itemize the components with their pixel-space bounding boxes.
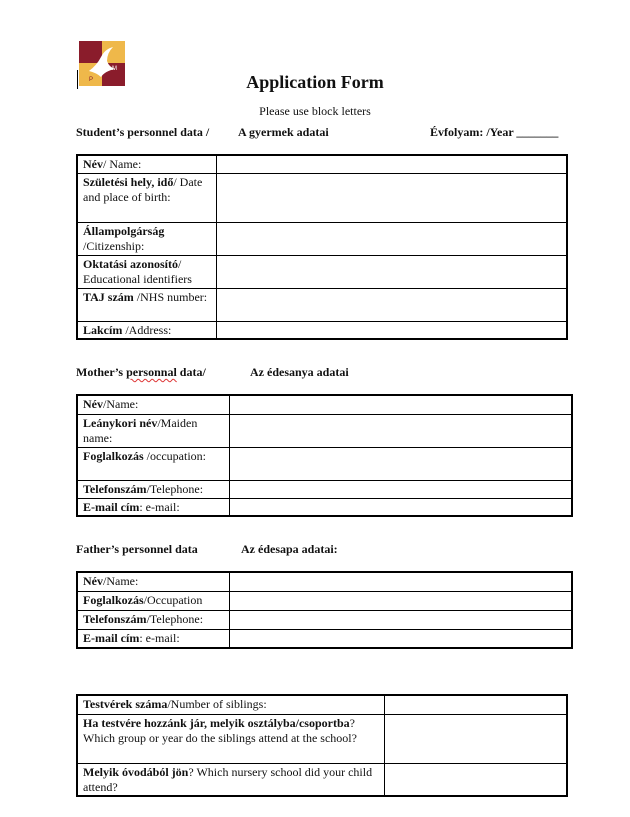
table-row xyxy=(77,321,567,339)
father-label-occupation: Foglalkozás/Occupation xyxy=(77,591,229,610)
table-row xyxy=(77,763,567,796)
mother-label-occupation: Foglalkozás /occupation: xyxy=(77,447,229,480)
father-heading-en: Father’s personnel data xyxy=(76,542,198,556)
table-row xyxy=(77,610,572,629)
student-label-education-id: Oktatási azonosító/ Educational identifiers xyxy=(77,255,216,288)
father-table xyxy=(76,571,573,649)
student-heading-en: Student’s personnel data / xyxy=(76,125,210,139)
father-label-telephone: Telefonszám/Telephone: xyxy=(77,610,229,629)
student-taj-input[interactable] xyxy=(216,288,567,321)
table-row xyxy=(77,155,567,173)
mother-label-maiden-name: Leánykori név/Maiden name: xyxy=(77,414,229,447)
table-row xyxy=(77,572,572,591)
student-label-name: Név/ Name: xyxy=(77,155,216,173)
father-email-input[interactable] xyxy=(229,629,572,648)
year-field[interactable]: Évfolyam: /Year _______ xyxy=(430,125,559,139)
father-heading-hu: Az édesapa adatai: xyxy=(241,542,338,556)
logo-letter-m: M xyxy=(112,66,117,72)
mother-heading-en: Mother’s personnal data/ xyxy=(76,365,206,379)
student-birth-input[interactable] xyxy=(216,173,567,222)
siblings-table xyxy=(76,694,568,797)
siblings-label-nursery: Melyik óvodából jön? Which nursery school did your child attend? xyxy=(77,763,384,796)
mother-label-telephone: Telefonszám/Telephone: xyxy=(77,480,229,498)
table-row xyxy=(77,222,567,255)
student-citizenship-input[interactable] xyxy=(216,222,567,255)
page-subtitle: Please use block letters xyxy=(259,104,371,118)
page-title: Application Form xyxy=(246,72,384,92)
student-education-id-input[interactable] xyxy=(216,255,567,288)
table-row xyxy=(77,255,567,288)
table-row xyxy=(77,173,567,222)
student-address-input[interactable] xyxy=(216,321,567,339)
table-row xyxy=(77,447,572,480)
table-row xyxy=(77,414,572,447)
siblings-nursery-input[interactable] xyxy=(384,763,567,796)
student-label-taj: TAJ szám /NHS number: xyxy=(77,288,216,321)
mother-label-email: E-mail cím: e-mail: xyxy=(77,498,229,516)
table-row xyxy=(77,695,567,714)
table-row xyxy=(77,395,572,414)
father-telephone-input[interactable] xyxy=(229,610,572,629)
mother-table xyxy=(76,394,573,517)
mother-maiden-name-input[interactable] xyxy=(229,414,572,447)
table-row xyxy=(77,714,567,763)
mother-telephone-input[interactable] xyxy=(229,480,572,498)
father-label-name: Név/Name: xyxy=(77,572,229,591)
table-row xyxy=(77,629,572,648)
mother-name-input[interactable] xyxy=(229,395,572,414)
table-row xyxy=(77,288,567,321)
siblings-group-input[interactable] xyxy=(384,714,567,763)
student-label-citizenship: Állampolgárság /Citizenship: xyxy=(77,222,216,255)
table-row xyxy=(77,498,572,516)
father-label-email: E-mail cím: e-mail: xyxy=(77,629,229,648)
student-name-input[interactable] xyxy=(216,155,567,173)
mother-occupation-input[interactable] xyxy=(229,447,572,480)
mother-heading-hu: Az édesanya adatai xyxy=(250,365,349,379)
mother-email-input[interactable] xyxy=(229,498,572,516)
student-table xyxy=(76,154,568,340)
student-label-birth: Születési hely, idő/ Date and place of birth: xyxy=(77,173,216,222)
student-heading-hu: A gyermek adatai xyxy=(238,125,329,139)
siblings-label-count: Testvérek száma/Number of siblings: xyxy=(77,695,384,714)
father-occupation-input[interactable] xyxy=(229,591,572,610)
student-label-address: Lakcím /Address: xyxy=(77,321,216,339)
table-row xyxy=(77,480,572,498)
father-name-input[interactable] xyxy=(229,572,572,591)
siblings-count-input[interactable] xyxy=(384,695,567,714)
table-row xyxy=(77,591,572,610)
mother-label-name: Név/Name: xyxy=(77,395,229,414)
logo-letter-p: P xyxy=(89,77,94,83)
siblings-label-group: Ha testvére hozzánk jár, melyik osztályba/csoportba? Which group or year do the siblings attend at the school? xyxy=(77,714,384,763)
